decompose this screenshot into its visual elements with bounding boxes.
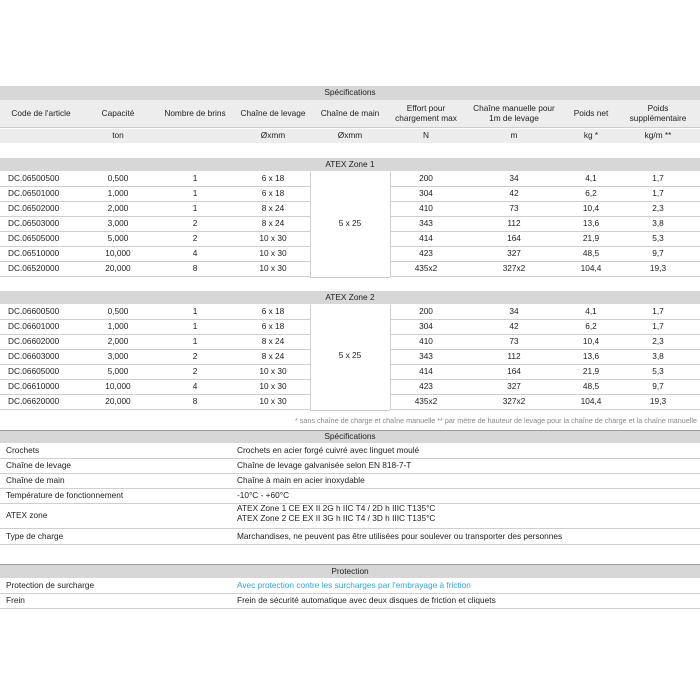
cell-brins: 8 bbox=[192, 396, 198, 407]
cell-code: DC.06603000 bbox=[8, 351, 60, 362]
cell-pn: 13,6 bbox=[582, 351, 600, 362]
spec-label: Frein bbox=[6, 595, 25, 606]
cell-effort: 343 bbox=[419, 218, 433, 229]
cell-pn: 10,4 bbox=[582, 203, 600, 214]
spec-title: Spécifications bbox=[324, 87, 376, 98]
cell-cap: 0,500 bbox=[107, 173, 129, 184]
cell-pn: 10,4 bbox=[582, 336, 600, 347]
cell-man: 34 bbox=[509, 306, 519, 317]
cell-cap: 3,000 bbox=[107, 218, 129, 229]
units-row bbox=[0, 129, 700, 143]
cell-code: DC.06605000 bbox=[8, 366, 60, 377]
cell-man: 164 bbox=[507, 233, 521, 244]
header-effort-line1: Effort pour bbox=[406, 102, 446, 113]
cell-effort: 200 bbox=[419, 306, 433, 317]
spec-row-charge bbox=[0, 529, 700, 545]
protection-title: Protection bbox=[331, 565, 369, 576]
cell-brins: 2 bbox=[192, 366, 198, 377]
cell-lev: 10 x 30 bbox=[259, 263, 287, 274]
header-manuelle-line2: 1m de levage bbox=[489, 112, 539, 123]
cell-lev: 10 x 30 bbox=[259, 233, 287, 244]
spec-value: -10°C - +60°C bbox=[237, 490, 290, 501]
spec-label: Crochets bbox=[6, 445, 40, 456]
cell-pn: 104,4 bbox=[580, 263, 602, 274]
protection-row-frein bbox=[0, 594, 700, 609]
cell-man: 34 bbox=[509, 173, 519, 184]
cell-pn: 21,9 bbox=[582, 233, 600, 244]
cell-man: 327x2 bbox=[502, 396, 526, 407]
cell-code: DC.06500500 bbox=[8, 173, 60, 184]
unit-chaine-levage: Øxmm bbox=[260, 130, 286, 141]
zone1-band bbox=[0, 158, 700, 171]
cell-lev: 10 x 30 bbox=[259, 396, 287, 407]
protection-band bbox=[0, 564, 700, 578]
cell-effort: 414 bbox=[419, 366, 433, 377]
footnote: * sans chaîne de charge et chaîne manuelle ** par mètre de hauteur de levage pour la chaîne de charge et la chaîne manuelle bbox=[295, 416, 697, 425]
atex-zone2-value: ATEX Zone 2 CE EX II 3G h IIC T4 / 3D h IIIC T135°C bbox=[237, 512, 436, 523]
cell-code: DC.06601000 bbox=[8, 321, 60, 332]
cell-lev: 6 x 18 bbox=[261, 173, 285, 184]
cell-code: DC.06620000 bbox=[8, 396, 60, 407]
unit-poids-net: kg * bbox=[583, 130, 599, 141]
specs-band bbox=[0, 430, 700, 443]
cell-pn: 6,2 bbox=[585, 188, 597, 199]
spec-title-band bbox=[0, 86, 700, 100]
unit-chaine-main: Øxmm bbox=[337, 130, 363, 141]
specs-title: Spécifications bbox=[324, 431, 376, 442]
spec-row-main bbox=[0, 474, 700, 489]
spec-value: Marchandises, ne peuvent pas être utilisées pour soulever ou transporter des personnes bbox=[237, 530, 563, 541]
column-divider bbox=[390, 305, 391, 410]
cell-lev: 6 x 18 bbox=[261, 188, 285, 199]
cell-brins: 1 bbox=[192, 173, 198, 184]
cell-code: DC.06505000 bbox=[8, 233, 60, 244]
cell-lev: 8 x 24 bbox=[261, 351, 285, 362]
header-poids-net: Poids net bbox=[573, 107, 609, 118]
cell-pn: 13,6 bbox=[582, 218, 600, 229]
cell-effort: 410 bbox=[419, 336, 433, 347]
spec-value: Chaîne de levage galvanisée selon EN 818-7-T bbox=[237, 460, 412, 471]
cell-ps: 2,3 bbox=[652, 336, 664, 347]
cell-brins: 4 bbox=[192, 248, 198, 259]
cell-lev: 8 x 24 bbox=[261, 203, 285, 214]
spec-row-crochets bbox=[0, 444, 700, 459]
cell-ps: 5,3 bbox=[652, 366, 664, 377]
cell-lev: 8 x 24 bbox=[261, 218, 285, 229]
header-chaine-main: Chaîne de main bbox=[320, 107, 380, 118]
cell-pn: 21,9 bbox=[582, 366, 600, 377]
cell-ps: 5,3 bbox=[652, 233, 664, 244]
header-effort-line2: chargement max bbox=[395, 112, 457, 123]
unit-poids-sup: kg/m ** bbox=[644, 130, 672, 141]
cell-cap: 20,000 bbox=[105, 396, 131, 407]
header-manuelle-line1: Chaîne manuelle pour bbox=[473, 102, 555, 113]
cell-code: DC.06503000 bbox=[8, 218, 60, 229]
cell-effort: 410 bbox=[419, 203, 433, 214]
protection-row-surcharge bbox=[0, 579, 700, 594]
cell-code: DC.06600500 bbox=[8, 306, 60, 317]
zone2-title: ATEX Zone 2 bbox=[325, 291, 375, 302]
cell-lev: 8 x 24 bbox=[261, 336, 285, 347]
spec-label: Type de charge bbox=[6, 530, 64, 541]
cell-ps: 3,8 bbox=[652, 351, 664, 362]
header-poids-sup-line1: Poids bbox=[647, 102, 669, 113]
header-code: Code de l'article bbox=[11, 107, 71, 118]
cell-brins: 4 bbox=[192, 381, 198, 392]
cell-pn: 4,1 bbox=[585, 173, 597, 184]
cell-lev: 10 x 30 bbox=[259, 366, 287, 377]
cell-effort: 435x2 bbox=[414, 396, 438, 407]
column-header-row bbox=[0, 100, 700, 128]
unit-manuelle: m bbox=[510, 130, 518, 141]
atex-zone1-value: ATEX Zone 1 CE EX II 2G h IIC T4 / 2D h IIIC T135°C bbox=[237, 503, 436, 513]
cell-effort: 423 bbox=[419, 381, 433, 392]
cell-ps: 1,7 bbox=[652, 173, 664, 184]
cell-cap: 1,000 bbox=[107, 188, 129, 199]
spec-label: Protection de surcharge bbox=[6, 580, 95, 591]
header-poids-sup-line2: supplémentaire bbox=[629, 112, 687, 123]
cell-effort: 304 bbox=[419, 188, 433, 199]
cell-pn: 48,5 bbox=[582, 248, 600, 259]
cell-ps: 1,7 bbox=[652, 306, 664, 317]
header-manuelle bbox=[462, 100, 566, 127]
cell-ps: 19,3 bbox=[649, 263, 667, 274]
cell-effort: 423 bbox=[419, 248, 433, 259]
cell-ps: 1,7 bbox=[652, 188, 664, 199]
cell-effort: 435x2 bbox=[414, 263, 438, 274]
cell-code: DC.06502000 bbox=[8, 203, 60, 214]
spec-row-levage bbox=[0, 459, 700, 474]
unit-effort: N bbox=[423, 130, 429, 141]
column-divider bbox=[390, 172, 391, 277]
cell-pn: 104,4 bbox=[580, 396, 602, 407]
cell-brins: 2 bbox=[192, 218, 198, 229]
cell-man: 327x2 bbox=[502, 263, 526, 274]
cell-cap: 1,000 bbox=[107, 321, 129, 332]
zone2-band bbox=[0, 291, 700, 304]
cell-man: 73 bbox=[509, 336, 519, 347]
cell-brins: 1 bbox=[192, 188, 198, 199]
cell-cap: 5,000 bbox=[107, 233, 129, 244]
cell-brins: 1 bbox=[192, 203, 198, 214]
cell-man: 42 bbox=[509, 188, 519, 199]
cell-pn: 4,1 bbox=[585, 306, 597, 317]
cell-lev: 10 x 30 bbox=[259, 381, 287, 392]
cell-ps: 9,7 bbox=[652, 248, 664, 259]
cell-effort: 304 bbox=[419, 321, 433, 332]
cell-brins: 1 bbox=[192, 336, 198, 347]
cell-man: 73 bbox=[509, 203, 519, 214]
cell-code: DC.06602000 bbox=[8, 336, 60, 347]
spec-value-atex bbox=[237, 504, 697, 528]
spec-value: Chaîne à main en acier inoxydable bbox=[237, 475, 365, 486]
zone1-chaine-main: 5 x 25 bbox=[338, 218, 362, 229]
cell-cap: 3,000 bbox=[107, 351, 129, 362]
cell-ps: 1,7 bbox=[652, 321, 664, 332]
cell-effort: 200 bbox=[419, 173, 433, 184]
zone2-chaine-main: 5 x 25 bbox=[338, 350, 362, 361]
cell-code: DC.06520000 bbox=[8, 263, 60, 274]
cell-brins: 1 bbox=[192, 306, 198, 317]
spec-value: Crochets en acier forgé cuivré avec linguet moulé bbox=[237, 445, 420, 456]
spec-row-atex bbox=[0, 504, 700, 529]
cell-brins: 2 bbox=[192, 233, 198, 244]
cell-effort: 414 bbox=[419, 233, 433, 244]
zone1-title: ATEX Zone 1 bbox=[325, 158, 375, 169]
header-chaine-levage: Chaîne de levage bbox=[240, 107, 306, 118]
header-capacite: Capacité bbox=[101, 107, 135, 118]
cell-ps: 3,8 bbox=[652, 218, 664, 229]
cell-ps: 19,3 bbox=[649, 396, 667, 407]
cell-cap: 2,000 bbox=[107, 336, 129, 347]
header-effort bbox=[390, 100, 462, 127]
unit-capacite: ton bbox=[112, 130, 124, 141]
cell-brins: 8 bbox=[192, 263, 198, 274]
cell-man: 42 bbox=[509, 321, 519, 332]
cell-cap: 20,000 bbox=[105, 263, 131, 274]
cell-cap: 10,000 bbox=[105, 248, 131, 259]
cell-cap: 10,000 bbox=[105, 381, 131, 392]
cell-cap: 2,000 bbox=[107, 203, 129, 214]
cell-ps: 9,7 bbox=[652, 381, 664, 392]
header-brins: Nombre de brins bbox=[164, 107, 226, 118]
cell-man: 164 bbox=[507, 366, 521, 377]
cell-pn: 48,5 bbox=[582, 381, 600, 392]
cell-ps: 2,3 bbox=[652, 203, 664, 214]
spec-row-temperature bbox=[0, 489, 700, 504]
spec-label: Chaîne de levage bbox=[6, 460, 72, 471]
cell-code: DC.06610000 bbox=[8, 381, 60, 392]
cell-cap: 5,000 bbox=[107, 366, 129, 377]
spec-value: Frein de sécurité automatique avec deux disques de friction et cliquets bbox=[237, 595, 496, 606]
cell-lev: 6 x 18 bbox=[261, 306, 285, 317]
spec-label: ATEX zone bbox=[6, 510, 48, 521]
cell-effort: 343 bbox=[419, 351, 433, 362]
spec-label: Température de fonctionnement bbox=[6, 490, 124, 501]
cell-lev: 6 x 18 bbox=[261, 321, 285, 332]
header-poids-sup bbox=[616, 100, 700, 127]
cell-brins: 1 bbox=[192, 321, 198, 332]
cell-lev: 10 x 30 bbox=[259, 248, 287, 259]
cell-code: DC.06510000 bbox=[8, 248, 60, 259]
cell-man: 327 bbox=[507, 248, 521, 259]
surcharge-link[interactable]: Avec protection contre les surcharges par l'embrayage à friction bbox=[237, 580, 471, 591]
spec-label: Chaîne de main bbox=[6, 475, 65, 486]
cell-man: 327 bbox=[507, 381, 521, 392]
cell-cap: 0,500 bbox=[107, 306, 129, 317]
cell-man: 112 bbox=[507, 218, 521, 229]
cell-brins: 2 bbox=[192, 351, 198, 362]
cell-pn: 6,2 bbox=[585, 321, 597, 332]
cell-man: 112 bbox=[507, 351, 521, 362]
cell-code: DC.06501000 bbox=[8, 188, 60, 199]
